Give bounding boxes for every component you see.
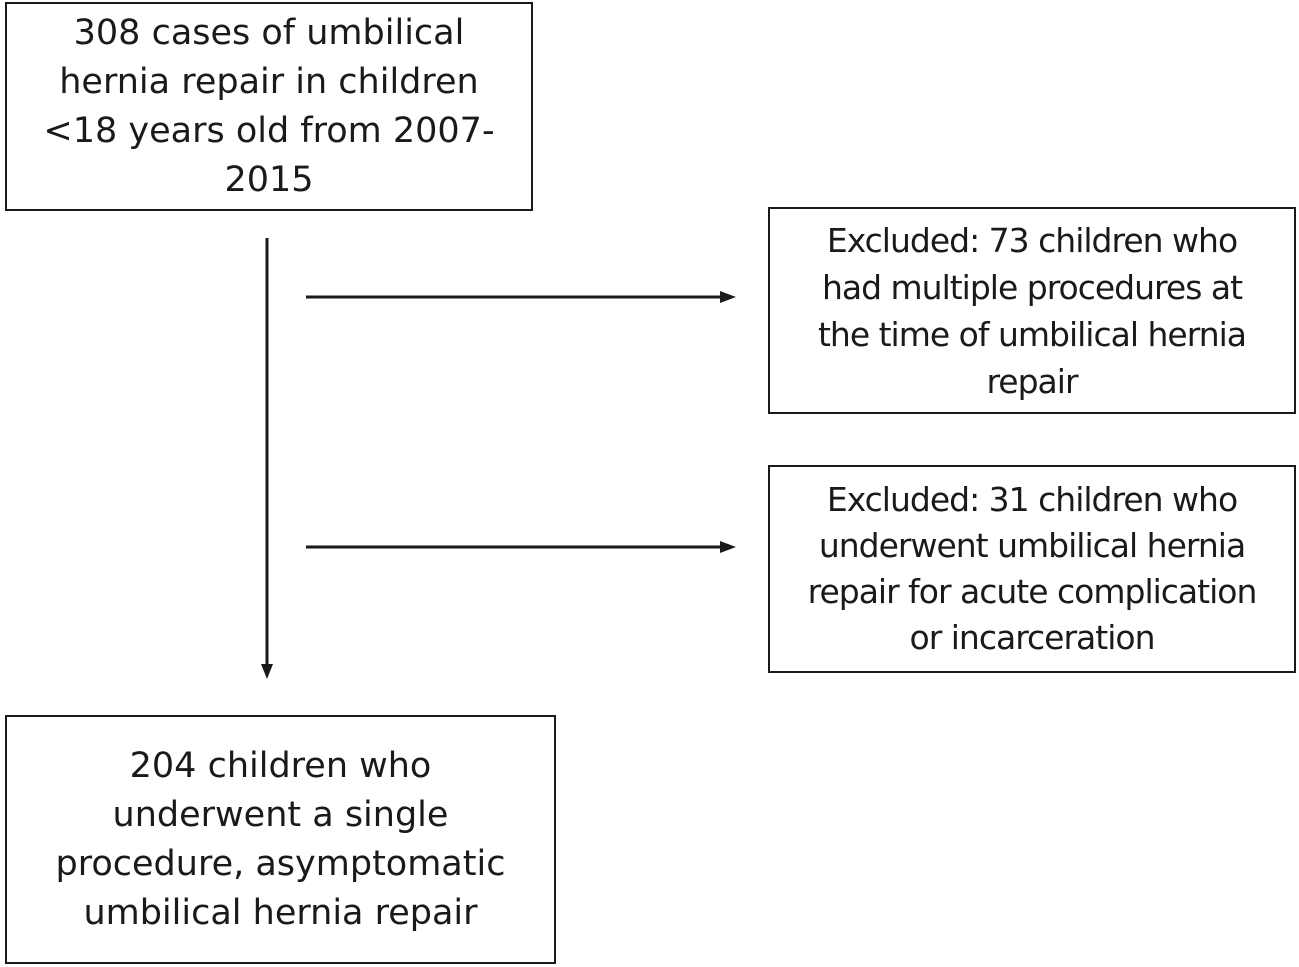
- excl1-line-2: had multiple procedures at: [821, 267, 1243, 307]
- result-line-2: underwent a single: [112, 794, 449, 835]
- start-line-1: 308 cases of umbilical: [73, 12, 465, 53]
- excl2-line-4: or incarceration: [909, 618, 1155, 657]
- excl2-line-3: repair for acute complication: [807, 572, 1257, 611]
- arrowhead-right-icon: [720, 291, 736, 303]
- excl2-line-2: underwent umbilical hernia: [818, 526, 1246, 565]
- start-line-4: 2015: [224, 159, 314, 200]
- start-line-3: <18 years old from 2007-: [43, 110, 495, 151]
- result-line-4: umbilical hernia repair: [83, 892, 478, 933]
- arrowhead-right-icon: [720, 541, 736, 553]
- result-line-3: procedure, asymptomatic: [55, 843, 506, 884]
- excl2-line-1: Excluded: 31 children who: [826, 480, 1238, 519]
- excl1-line-1: Excluded: 73 children who: [826, 220, 1238, 260]
- result-line-1: 204 children who: [129, 745, 432, 786]
- excl1-line-4: repair: [986, 361, 1078, 401]
- arrowhead-down-icon: [261, 664, 273, 679]
- start-line-2: hernia repair in children: [59, 61, 479, 102]
- excl1-line-3: the time of umbilical hernia: [817, 314, 1247, 354]
